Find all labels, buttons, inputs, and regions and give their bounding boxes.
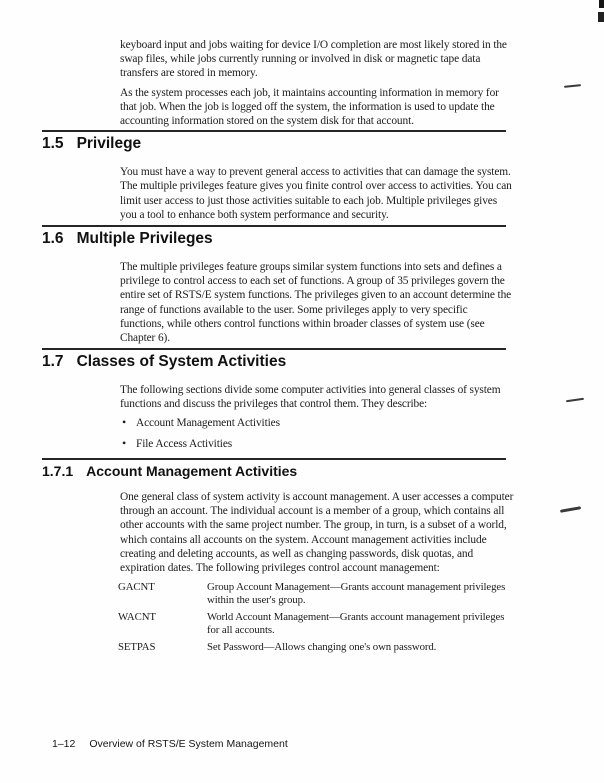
footer-page-number: 1–12: [52, 738, 76, 750]
section-divider-rule: [42, 225, 506, 227]
scan-artifact-corner-mark: [599, 0, 604, 8]
scan-artifact-page-curl: [560, 506, 581, 512]
intro-paragraph: As the system processes each job, it maintains accounting information in memory for that job. When the job is logged off the system, the information is used to update the accounting information stored on the system disk for that account.: [120, 86, 499, 128]
activity-bullet-list: [42, 416, 506, 451]
section-paragraph: The following sections divide some computer activities into general classes of system functions and discuss the privileges that control them. They describe:: [120, 384, 501, 411]
privilege-term: SETPAS: [118, 641, 156, 654]
scan-artifact-corner-mark: [598, 12, 604, 22]
bullet-item: • Account Management Activities: [122, 416, 506, 430]
bullet-item: • File Access Activities: [122, 437, 506, 451]
section-classes-of-system-activities: [42, 348, 506, 451]
privilege-definition: World Account Management—Grants account management privileges for all accounts.: [207, 611, 505, 636]
section-heading: [42, 231, 506, 247]
section-privilege: [42, 130, 512, 222]
section-multiple-privileges: [42, 225, 512, 345]
section-title: Multiple Privileges: [76, 230, 213, 248]
section-heading: [42, 136, 506, 152]
section-heading: [42, 354, 506, 370]
privilege-term: GACNT: [118, 581, 155, 594]
table-row: [118, 581, 506, 606]
section-number: 1.7: [42, 353, 64, 371]
scan-artifact-page-curl: [566, 398, 584, 402]
section-title: Classes of System Activities: [76, 353, 287, 371]
section-divider-rule: [42, 458, 506, 460]
section-title: Privilege: [76, 135, 142, 153]
section-number: 1.7.1: [42, 463, 74, 480]
table-row: [118, 611, 506, 636]
privilege-definition: Group Account Management—Grants account management privileges within the user's group.: [207, 581, 506, 606]
section-divider-rule: [42, 130, 506, 132]
section-account-management-activities: [42, 458, 514, 654]
page-content: [42, 0, 514, 659]
privilege-definition: Set Password—Allows changing one's own password.: [207, 641, 437, 654]
page-footer: [52, 738, 288, 750]
privilege-definition-table: [118, 581, 506, 654]
section-paragraph: You must have a way to prevent general access to activities that can damage the system. The multiple privileges feature gives you finite control over access to activities. You can limit user access to just those activities suitable to each job. Multiple privileges gives you a tool to enhance both system performance and security.: [120, 166, 512, 221]
intro-paragraph: keyboard input and jobs waiting for device I/O completion are most likely stored in the swap files, while jobs currently running or involved in disk or magnetic tape data transfers are stored in memory.: [120, 39, 507, 80]
scan-artifact-page-curl: [564, 84, 581, 88]
section-divider-rule: [42, 348, 506, 350]
table-row: [118, 641, 506, 654]
footer-title: Overview of RSTS/E System Management: [89, 738, 288, 750]
section-paragraph: The multiple privileges feature groups similar system functions into sets and defines a privilege to control access to each set of functions. A group of 35 privileges govern the entire set of RSTS/E system functions. The privileges given to an account determine the range of functions available to the user. Some privileges apply to very specific functions, while others control functions within broader classes of system use (see Chapter 6).: [120, 261, 512, 345]
section-number: 1.5: [42, 135, 64, 153]
section-heading: [42, 464, 506, 479]
privilege-term: WACNT: [118, 611, 156, 624]
section-paragraph: One general class of system activity is account management. A user accesses a computer through an account. The individual account is a member of a group, which contains all other accounts with the same project number. The group, in turn, is a subset of a world, which contains all accounts on the system. Account management activities include creating and deleting accounts, as well as changing passwords, disk quotas, and expiration dates. The following privileges control account management:: [120, 491, 514, 575]
section-title: Account Management Activities: [86, 463, 298, 480]
section-number: 1.6: [42, 230, 64, 248]
